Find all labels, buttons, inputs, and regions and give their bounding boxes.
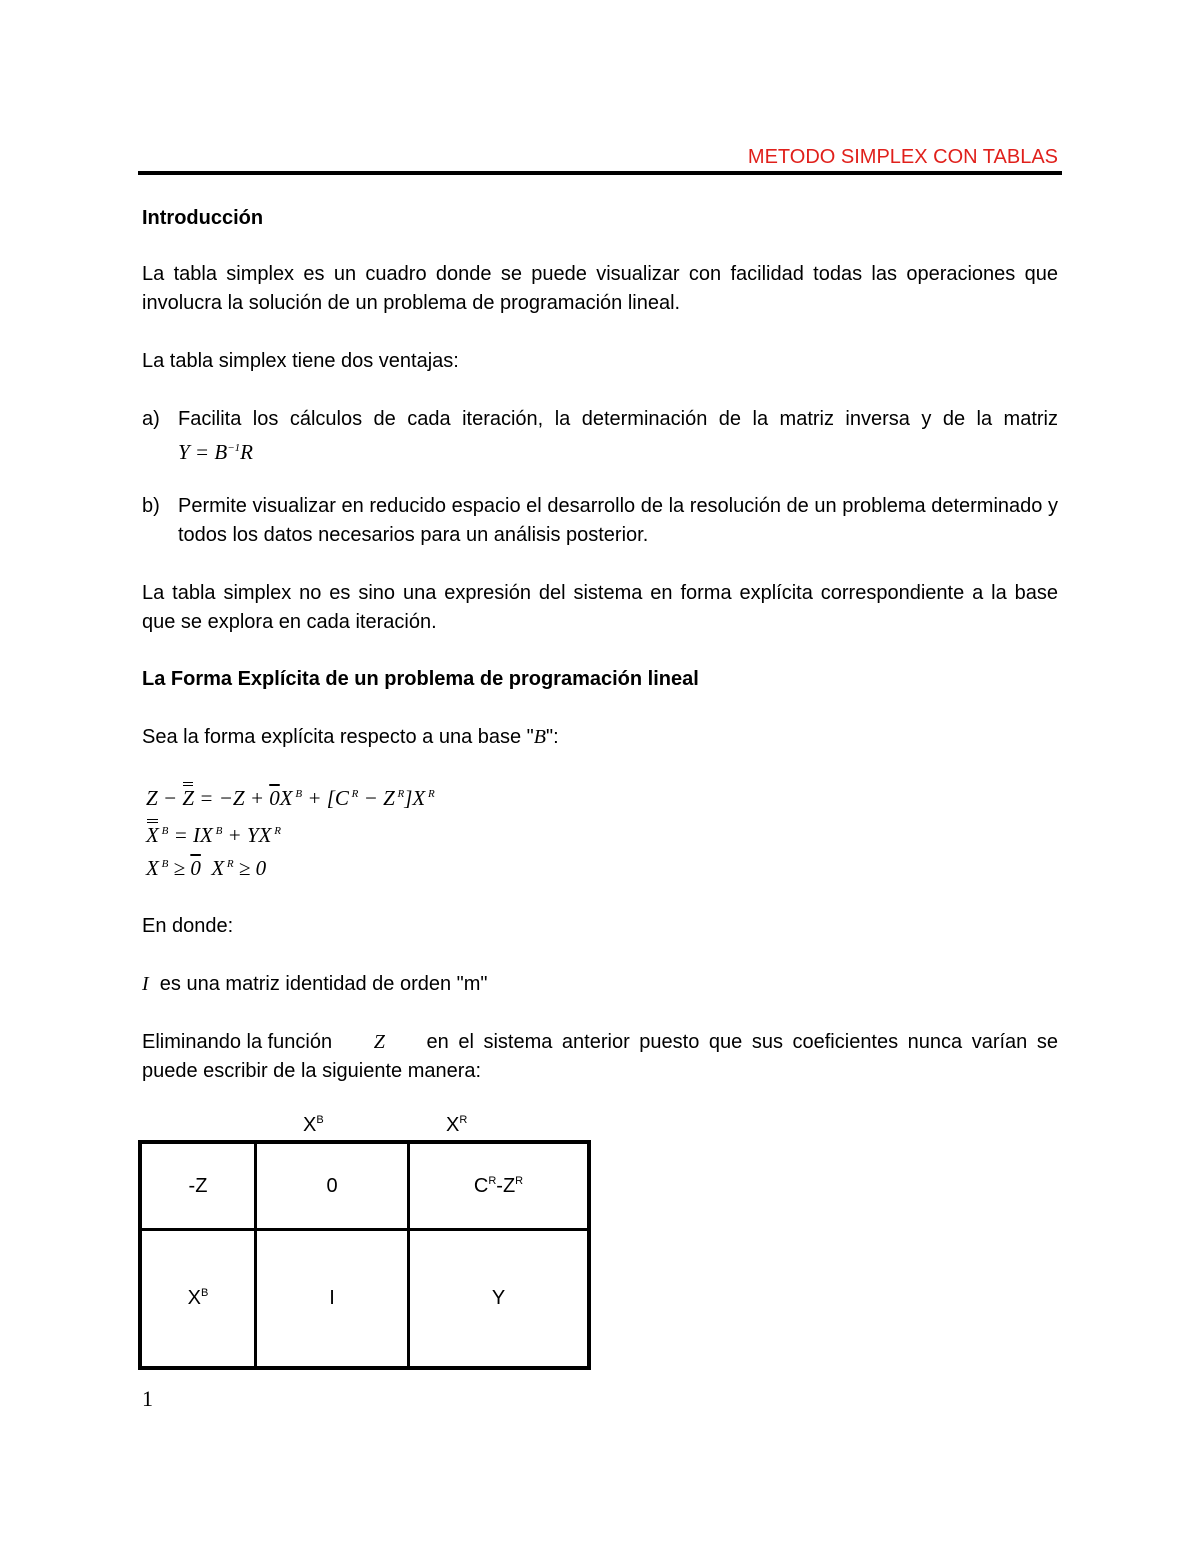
equation-nonnegativity: X $^B$ ≥ 0 X $^R$ ≥ 0 [146,856,267,880]
identity-variable: I [142,973,149,995]
table-row [140,1230,589,1369]
elimination-line-2: puede escribir de la siguiente manera: [142,1060,482,1082]
header-rule [138,171,1062,175]
intro-heading: Introducción [142,207,264,229]
list-item-b-label: b) [142,495,160,517]
table-cell-identity: I [256,1230,409,1369]
equation-constraints: X $^B$ = IX $^B$ + YX $^R$ [146,823,281,847]
elimination-after: en el sistema anterior puesto que sus coeficientes nunca varían se [426,1031,1058,1053]
base-variable: B [533,726,546,748]
simplex-table [138,1140,591,1370]
base-paragraph-before: Sea la forma explícita respecto a una base " [142,726,534,748]
table-cell-y: Y [409,1230,590,1369]
table-row [140,1142,589,1230]
table-cell-neg-z: -Z [140,1142,256,1230]
list-item-b-text: Permite visualizar en reducido espacio el desarrollo de la resolución de un problema determinado y todos los datos necesarios para un análisis posterior. [178,495,1058,546]
list-item-a-text: Facilita los cálculos de cada iteración, la determinación de la matriz inversa y de la matriz [178,408,1058,430]
page-number: 1 [142,1386,153,1411]
table-cell-cr-zr: $C^R-Z^R$ [409,1142,590,1230]
en-donde-label: En donde: [142,915,234,937]
equation-objective: Z − Z = −Z + 0X $^B$ + [C $^R$ − Z $^R$]X $^R$ [146,786,435,810]
elimination-before: Eliminando la función [142,1031,333,1053]
identity-definition [142,970,1058,999]
header-title: METODO SIMPLEX CON TABLAS [747,146,1058,168]
base-paragraph-after: ": [546,726,559,748]
table-cell-xb: $X^B$ [140,1230,256,1369]
list-item-b [142,492,1058,550]
table-cell-zero: 0 [256,1142,409,1230]
elimination-line-1 [142,1028,1058,1057]
formula-y-b-inverse-r: $Y = B^{-1}R$ [178,440,253,464]
intro-paragraph-2: La tabla simplex tiene dos ventajas: [142,350,459,372]
intro-paragraph-1: La tabla simplex es un cuadro donde se puede visualizar con facilidad todas las operaciones que involucra la solución de un problema de programación lineal. [142,263,1058,314]
list-item-a-label: a) [142,408,160,430]
column-header-xb: $X^B$ [303,1114,324,1136]
column-header-xr: $X^R$ [446,1114,468,1136]
elimination-variable: Z [373,1031,385,1053]
intro-paragraph-3: La tabla simplex no es sino una expresión del sistema en forma explícita correspondiente a la base que se explora en cada iteración. [142,582,1058,633]
base-paragraph [142,723,1058,752]
section-heading-forma-explicita: La Forma Explícita de un problema de programación lineal [142,668,699,690]
identity-text: es una matriz identidad de orden "m" [159,973,488,995]
